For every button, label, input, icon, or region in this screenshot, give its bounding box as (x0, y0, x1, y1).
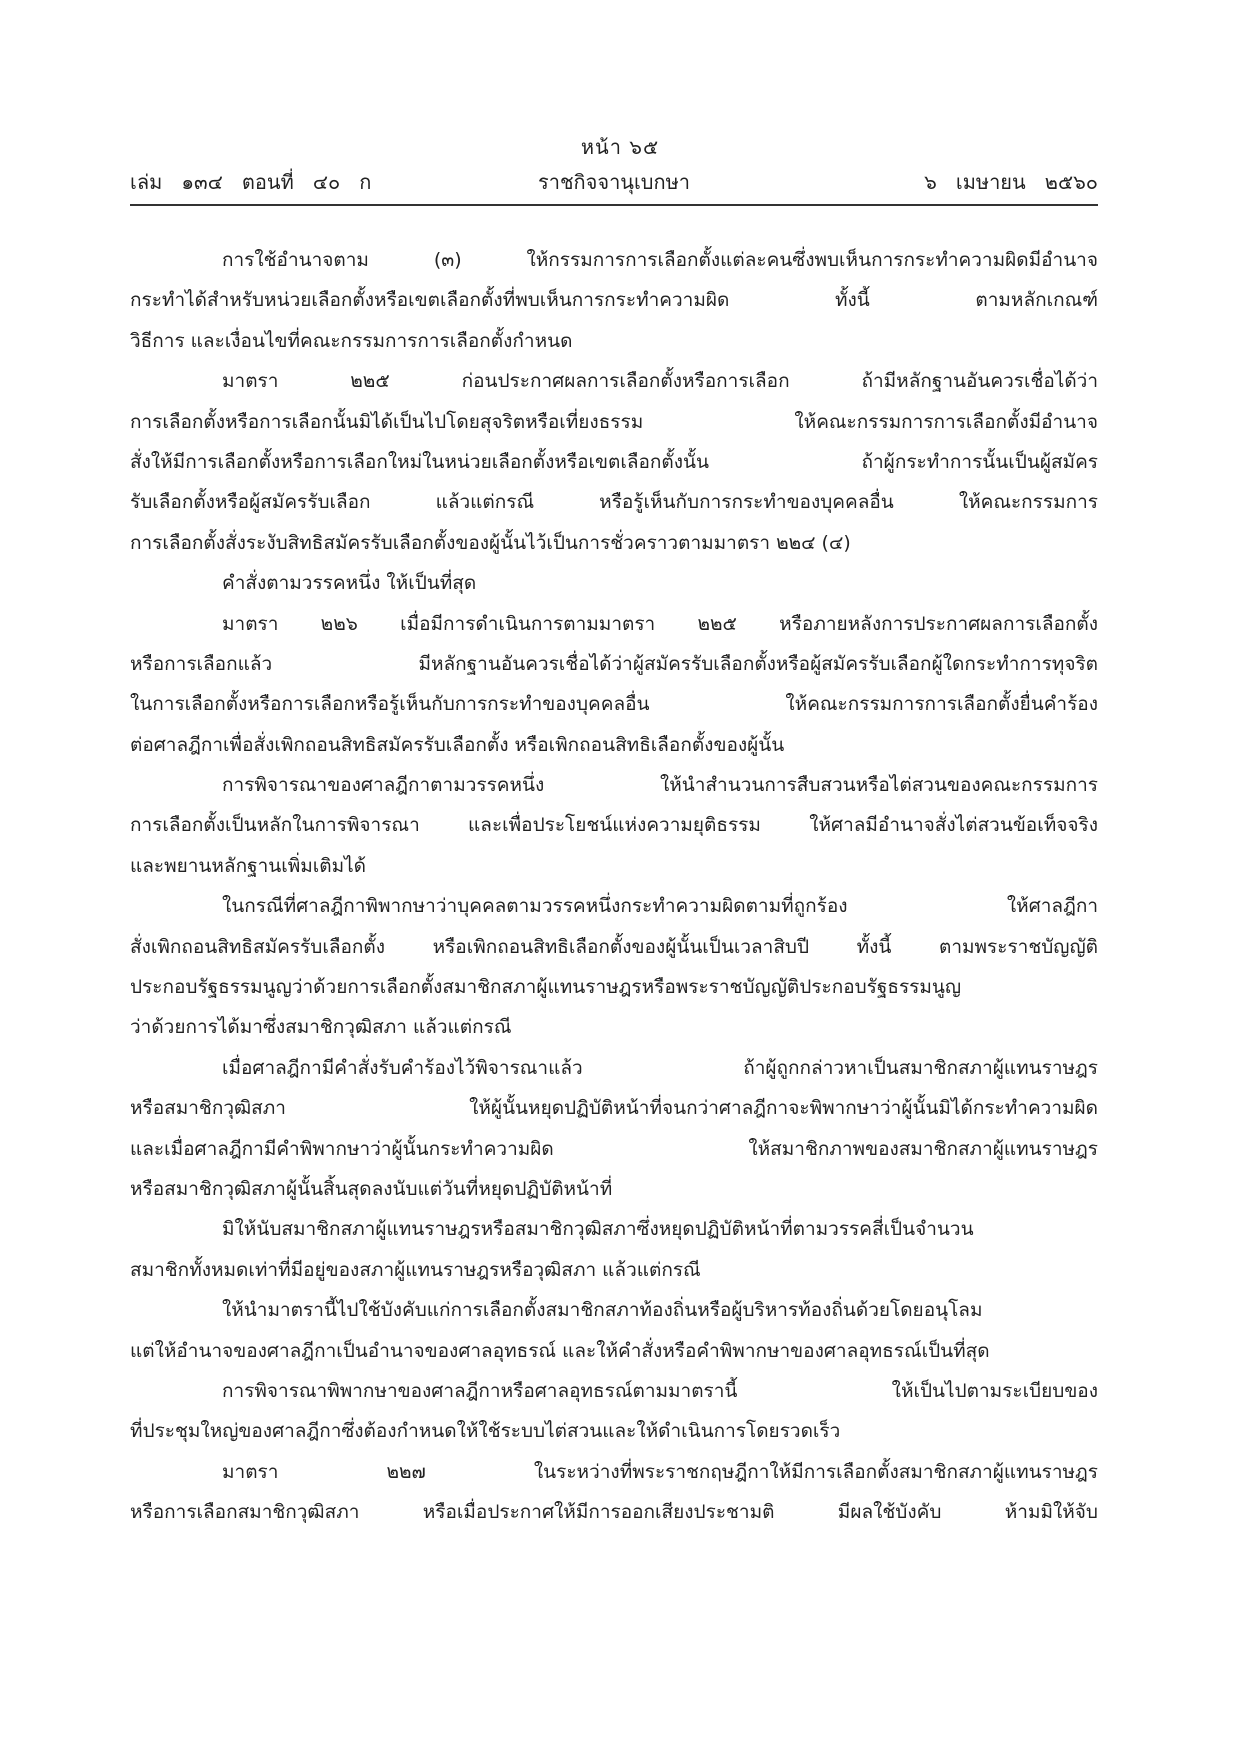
page-number: หน้า ๖๕ (580, 135, 660, 159)
text-line: การเลือกตั้งสั่งระงับสิทธิสมัครรับเลือกตั้งของผู้นั้นไว้เป็นการชั่วคราวตามมาตรา ๒๒๔ (๔) (130, 531, 851, 554)
text-line: การเลือกตั้งเป็นหลักในการพิจารณา และเพื่อประโยชน์แห่งความยุติธรรม ให้ศาลมีอำนาจสั่งไต่สวนข้อเท็จจริง (130, 814, 1098, 837)
text-line: การเลือกตั้งหรือการเลือกนั้นมิได้เป็นไปโดยสุจริตหรือเที่ยงธรรม ให้คณะกรรมการการเลือกตั้งมีอำนาจ (130, 410, 1098, 433)
text-line: ประกอบรัฐธรรมนูญว่าด้วยการเลือกตั้งสมาชิกสภาผู้แทนราษฎรหรือพระราชบัญญัติประกอบรัฐธรรมนูญ (130, 976, 962, 999)
text-line: หรือการเลือกสมาชิกวุฒิสภา หรือเมื่อประกาศให้มีการออกเสียงประชามติ มีผลใช้บังคับ ห้ามมิให้จับ (130, 1501, 1098, 1524)
text-line: หรือสมาชิกวุฒิสภาผู้นั้นสิ้นสุดลงนับแต่วันที่หยุดปฏิบัติหน้าที่ (130, 1177, 613, 1200)
text-line: หรือสมาชิกวุฒิสภา ให้ผู้นั้นหยุดปฏิบัติหน้าที่จนกว่าศาลฎีกาจะพิพากษาว่าผู้นั้นมิได้กระทำความผิด (130, 1097, 1098, 1120)
header-rule (130, 204, 1098, 206)
text-line: ให้นำมาตรานี้ไปใช้บังคับแก่การเลือกตั้งสมาชิกสภาท้องถิ่นหรือผู้บริหารท้องถิ่นด้วยโดยอนุโลม (222, 1299, 983, 1322)
text-line: สั่งเพิกถอนสิทธิสมัครรับเลือกตั้ง หรือเพิกถอนสิทธิเลือกตั้งของผู้นั้นเป็นเวลาสิบปี ทั้งนี้ ตามพระราชบัญญัติ (130, 935, 1098, 958)
text-line: ที่ประชุมใหญ่ของศาลฎีกาซึ่งต้องกำหนดให้ใช้ระบบไต่สวนและให้ดำเนินการโดยรวดเร็ว (130, 1420, 841, 1443)
text-line: และเมื่อศาลฎีกามีคำพิพากษาว่าผู้นั้นกระทำความผิด ให้สมาชิกภาพของสมาชิกสภาผู้แทนราษฎร (130, 1137, 1098, 1160)
text-line: และพยานหลักฐานเพิ่มเติมได้ (130, 854, 367, 877)
text-line: ว่าด้วยการได้มาซึ่งสมาชิกวุฒิสภา แล้วแต่กรณี (130, 1016, 512, 1039)
text-line: สมาชิกทั้งหมดเท่าที่มีอยู่ของสภาผู้แทนราษฎรหรือวุฒิสภา แล้วแต่กรณี (130, 1258, 701, 1281)
text-line: สั่งให้มีการเลือกตั้งหรือการเลือกใหม่ในหน่วยเลือกตั้งหรือเขตเลือกตั้งนั้น ถ้าผู้กระทำการนั้นเป็นผู้สมัคร (130, 450, 1098, 473)
volume-issue: เล่ม ๑๓๔ ตอนที่ ๔๐ ก (130, 170, 372, 194)
gazette-title: ราชกิจจานุเบกษา (537, 170, 691, 194)
text-line: ในกรณีที่ศาลฎีกาพิพากษาว่าบุคคลตามวรรคหนึ่งกระทำความผิดตามที่ถูกร้อง ให้ศาลฎีกา (222, 895, 1098, 918)
document-body (130, 240, 1098, 1533)
text-line: วิธีการ และเงื่อนไขที่คณะกรรมการการเลือกตั้งกำหนด (130, 329, 573, 352)
text-line: การใช้อำนาจตาม (๓) ให้กรรมการการเลือกตั้งแต่ละคนซึ่งพบเห็นการกระทำความผิดมีอำนาจ (222, 249, 1098, 271)
text-line: กระทำได้สำหรับหน่วยเลือกตั้งหรือเขตเลือกตั้งที่พบเห็นการกระทำความผิด ทั้งนี้ ตามหลักเกณฑ์ (130, 289, 1098, 312)
section-227-heading: มาตรา ๒๒๗ ในระหว่างที่พระราชกฤษฎีกาให้มีการเลือกตั้งสมาชิกสภาผู้แทนราษฎร (222, 1460, 1098, 1483)
text-line: มิให้นับสมาชิกสภาผู้แทนราษฎรหรือสมาชิกวุฒิสภาซึ่งหยุดปฏิบัติหน้าที่ตามวรรคสี่เป็นจำนวน (222, 1218, 974, 1241)
text-line: หรือการเลือกแล้ว มีหลักฐานอันควรเชื่อได้ว่าผู้สมัครรับเลือกตั้งหรือผู้สมัครรับเลือกผู้ใดกระทำการทุจริต (130, 652, 1098, 675)
text-line: รับเลือกตั้งหรือผู้สมัครรับเลือก แล้วแต่กรณี หรือรู้เห็นกับการกระทำของบุคคลอื่น ให้คณะกรรมการ (130, 491, 1098, 514)
text-line: เมื่อศาลฎีกามีคำสั่งรับคำร้องไว้พิจารณาแล้ว ถ้าผู้ถูกกล่าวหาเป็นสมาชิกสภาผู้แทนราษฎร (222, 1056, 1098, 1079)
publication-date: ๖ เมษายน ๒๕๖๐ (924, 170, 1098, 194)
gazette-header (130, 166, 1098, 196)
text-line: ต่อศาลฎีกาเพื่อสั่งเพิกถอนสิทธิสมัครรับเลือกตั้ง หรือเพิกถอนสิทธิเลือกตั้งของผู้นั้น (130, 733, 785, 756)
text-line: คำสั่งตามวรรคหนึ่ง ให้เป็นที่สุด (222, 572, 477, 595)
text-line: แต่ให้อำนาจของศาลฎีกาเป็นอำนาจของศาลอุทธรณ์ และให้คำสั่งหรือคำพิพากษาของศาลอุทธรณ์เป็นที่สุด (130, 1339, 990, 1362)
section-226-heading: มาตรา ๒๒๖ เมื่อมีการดำเนินการตามมาตรา ๒๒๕ หรือภายหลังการประกาศผลการเลือกตั้ง (222, 612, 1098, 635)
text-line: การพิจารณาของศาลฎีกาตามวรรคหนึ่ง ให้นำสำนวนการสืบสวนหรือไต่สวนของคณะกรรมการ (222, 774, 1098, 797)
text-line: ในการเลือกตั้งหรือการเลือกหรือรู้เห็นกับการกระทำของบุคคลอื่น ให้คณะกรรมการการเลือกตั้งยื่นคำร้อง (130, 693, 1098, 716)
text-line: การพิจารณาพิพากษาของศาลฎีกาหรือศาลอุทธรณ์ตามมาตรานี้ ให้เป็นไปตามระเบียบของ (222, 1379, 1098, 1402)
section-225-heading: มาตรา ๒๒๕ ก่อนประกาศผลการเลือกตั้งหรือการเลือก ถ้ามีหลักฐานอันควรเชื่อได้ว่า (222, 370, 1098, 393)
